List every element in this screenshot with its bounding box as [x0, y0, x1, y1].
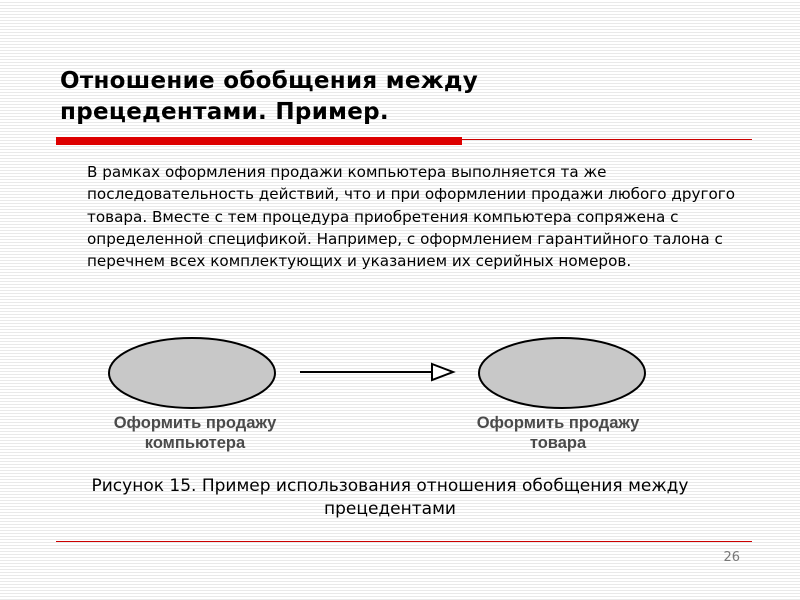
- generalization-arrowhead-icon: [432, 364, 453, 380]
- body-text: В рамках оформления продажи компьютера выполняется та же последовательность действий, что и при оформлении продажи любого другого товара. Вместе с тем процедура приобретения компьютера сопряжена с определенной спецификой. Например, с оформлением гарантийного талона с перечнем всех комплектующих и указанием их серийных номеров.: [87, 163, 736, 271]
- use-case-ellipse-general: [479, 338, 645, 408]
- use-case-label-line: компьютера: [144, 434, 246, 452]
- figure-caption-line: Рисунок 15. Пример использования отношения обобщения между: [91, 476, 689, 496]
- use-case-label-specific: [92, 413, 298, 453]
- use-case-label-general: [455, 413, 661, 453]
- slide-title-line: прецедентами. Пример.: [60, 99, 389, 125]
- footer-rule: [56, 541, 752, 542]
- figure-caption-line: прецедентами: [324, 499, 456, 519]
- use-case-label-line: Оформить продажу: [476, 414, 640, 432]
- page-number: 26: [723, 550, 740, 565]
- use-case-label-line: Оформить продажу: [113, 414, 277, 432]
- use-case-label-line: товара: [529, 434, 587, 452]
- use-case-ellipse-specific: [109, 338, 275, 408]
- slide-title-line: Отношение обобщения между: [60, 68, 479, 94]
- figure-caption: [20, 475, 760, 521]
